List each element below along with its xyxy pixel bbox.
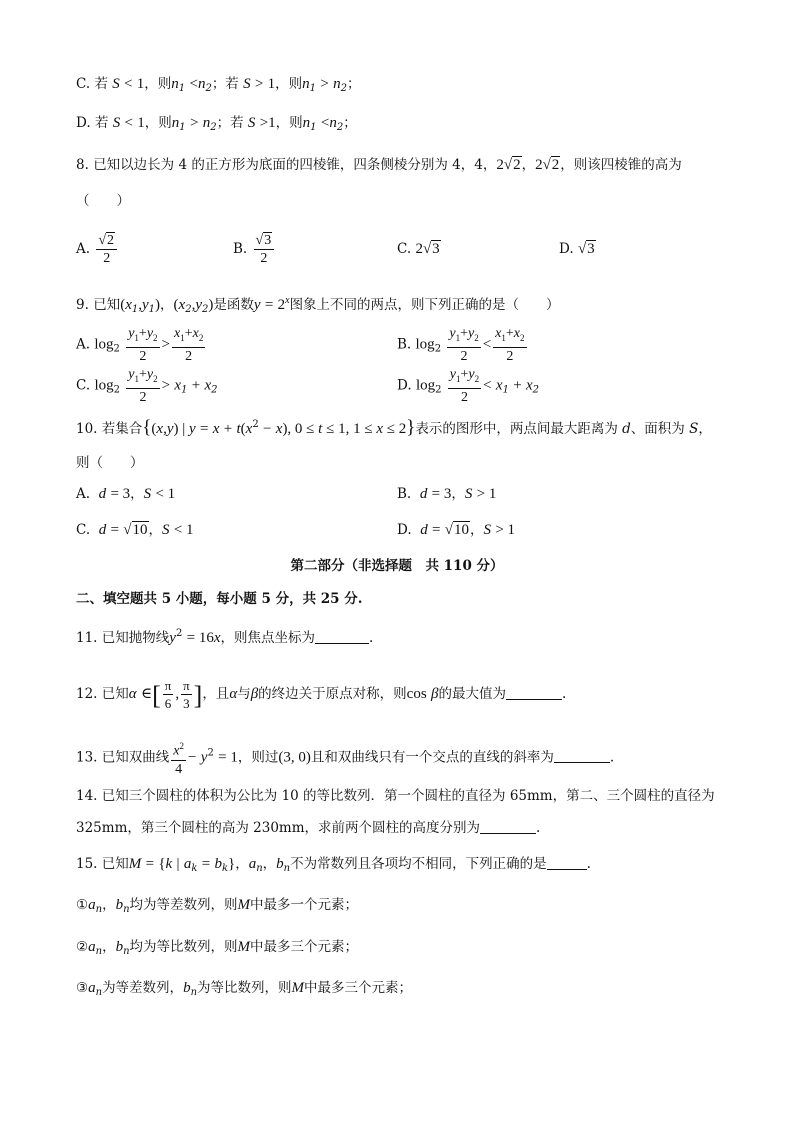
q10-option-b: B. d = 3，S > 1 xyxy=(397,486,497,502)
q11: 11. 已知抛物线$y^2 = 16x$，则焦点坐标为 . xyxy=(76,628,374,646)
q15-stem: 15. 已知M = {k | $a_k = b_k$}，$a_n$，$b_n$不为常数列且各项均不相同，下列正确的是 . xyxy=(76,856,591,874)
q9-stem: 9. 已知$(x_1,y_1)$，$(x_2,y_2)$是函数y = 2$^x$图象上不同的两点，则下列正确的是（ ） xyxy=(76,295,560,315)
q10-option-d: D. d = √10，S > 1 xyxy=(397,522,516,538)
q7-option-c: C. 若 S < 1，则$n_1 <n_2$；若 S > 1，则$n_1 > n_2$； xyxy=(76,76,361,94)
q12: 12. 已知α ∈[ $\frac{\pi}{6}$ , $\frac{\pi}{3}$ ]，且α与β的终边关于原点对称，则cos β的最大值为 . xyxy=(76,678,567,711)
q9-option-a: A. $\log_2$ $\frac{y_1+y_2}{2}$ > $\frac{x_1+x_2}{2}$ xyxy=(76,326,204,364)
q8-option-b: B. $\frac{√3}{2}$ xyxy=(233,232,276,267)
q7-option-d: D. 若 S < 1，则$n_1 > n_2$；若 S >1，则$n_1 <n_2$； xyxy=(76,115,357,133)
q8-paren: （ ） xyxy=(76,193,130,209)
q8-option-c: C. 2√3 xyxy=(397,241,440,257)
q9-option-d: D. $\log_2$ $\frac{y_1+y_2}{2}$ < $x_1 + x_2$ xyxy=(397,367,540,405)
q10-stem: 10. 若集合{(x,y) | $y = x + t(x^2 - x)$, 0 ≤ t ≤ 1, 1 ≤ x ≤ 2}表示的图形中，两点间最大距离为 d、面积为 S， xyxy=(76,417,712,438)
q12-answer-blank[interactable] xyxy=(506,699,562,700)
q10-option-a: A. d = 3，S < 1 xyxy=(76,486,176,502)
q14-line2: 325mm，第三个圆柱的高为 230mm，求前两个圆柱的高度分别为 . xyxy=(76,820,541,836)
q10-option-c: C. d = √10，S < 1 xyxy=(76,522,194,538)
section-two-title: 二、填空题共 5 小题，每小题 5 分，共 25 分. xyxy=(76,591,363,607)
q11-answer-blank[interactable] xyxy=(315,643,369,644)
q8-option-d: D. √3 xyxy=(559,241,595,257)
q14-answer-blank[interactable] xyxy=(480,833,536,834)
q15-item-2: $②a_n$，$b_n$均为等比数列，则M中最多三个元素； xyxy=(76,939,359,957)
q8-option-a: A. $\frac{√2}{2}$ xyxy=(76,232,119,267)
q9-option-c: C. $\log_2$ $\frac{y_1+y_2}{2}$ > $x_1 + x_2$ xyxy=(76,367,218,405)
q10-line2: 则（ ） xyxy=(76,455,144,471)
q15-item-3: $③a_n$为等差数列，$b_n$为等比数列，则M中最多三个元素； xyxy=(76,980,413,998)
q15-answer-blank[interactable] xyxy=(547,869,587,870)
q14-line1: 14. 已知三个圆柱的体积为公比为 10 的等比数列．第一个圆柱的直径为 65mm，第二、三个圆柱的直径为 xyxy=(76,788,715,804)
part-two-title: 第二部分（非选择题 共 110 分） xyxy=(290,558,504,574)
q8-stem: 8. 已知以边长为 4 的正方形为底面的四棱锥，四条侧棱分别为 4，4，2√2，2√2，则该四棱锥的高为 xyxy=(76,157,682,173)
q15-item-1: $①a_n$，$b_n$均为等差数列，则M中最多一个元素； xyxy=(76,897,359,915)
q13: 13. 已知双曲线 $\frac{x^2}{4}$ − $y^2 = 1$，则过(3, 0)且和双曲线只有一个交点的直线的斜率为 . xyxy=(76,738,614,778)
q9-option-b: B. $\log_2$ $\frac{y_1+y_2}{2}$ < $\frac{x_1+x_2}{2}$ xyxy=(397,326,525,364)
q13-answer-blank[interactable] xyxy=(554,762,610,763)
